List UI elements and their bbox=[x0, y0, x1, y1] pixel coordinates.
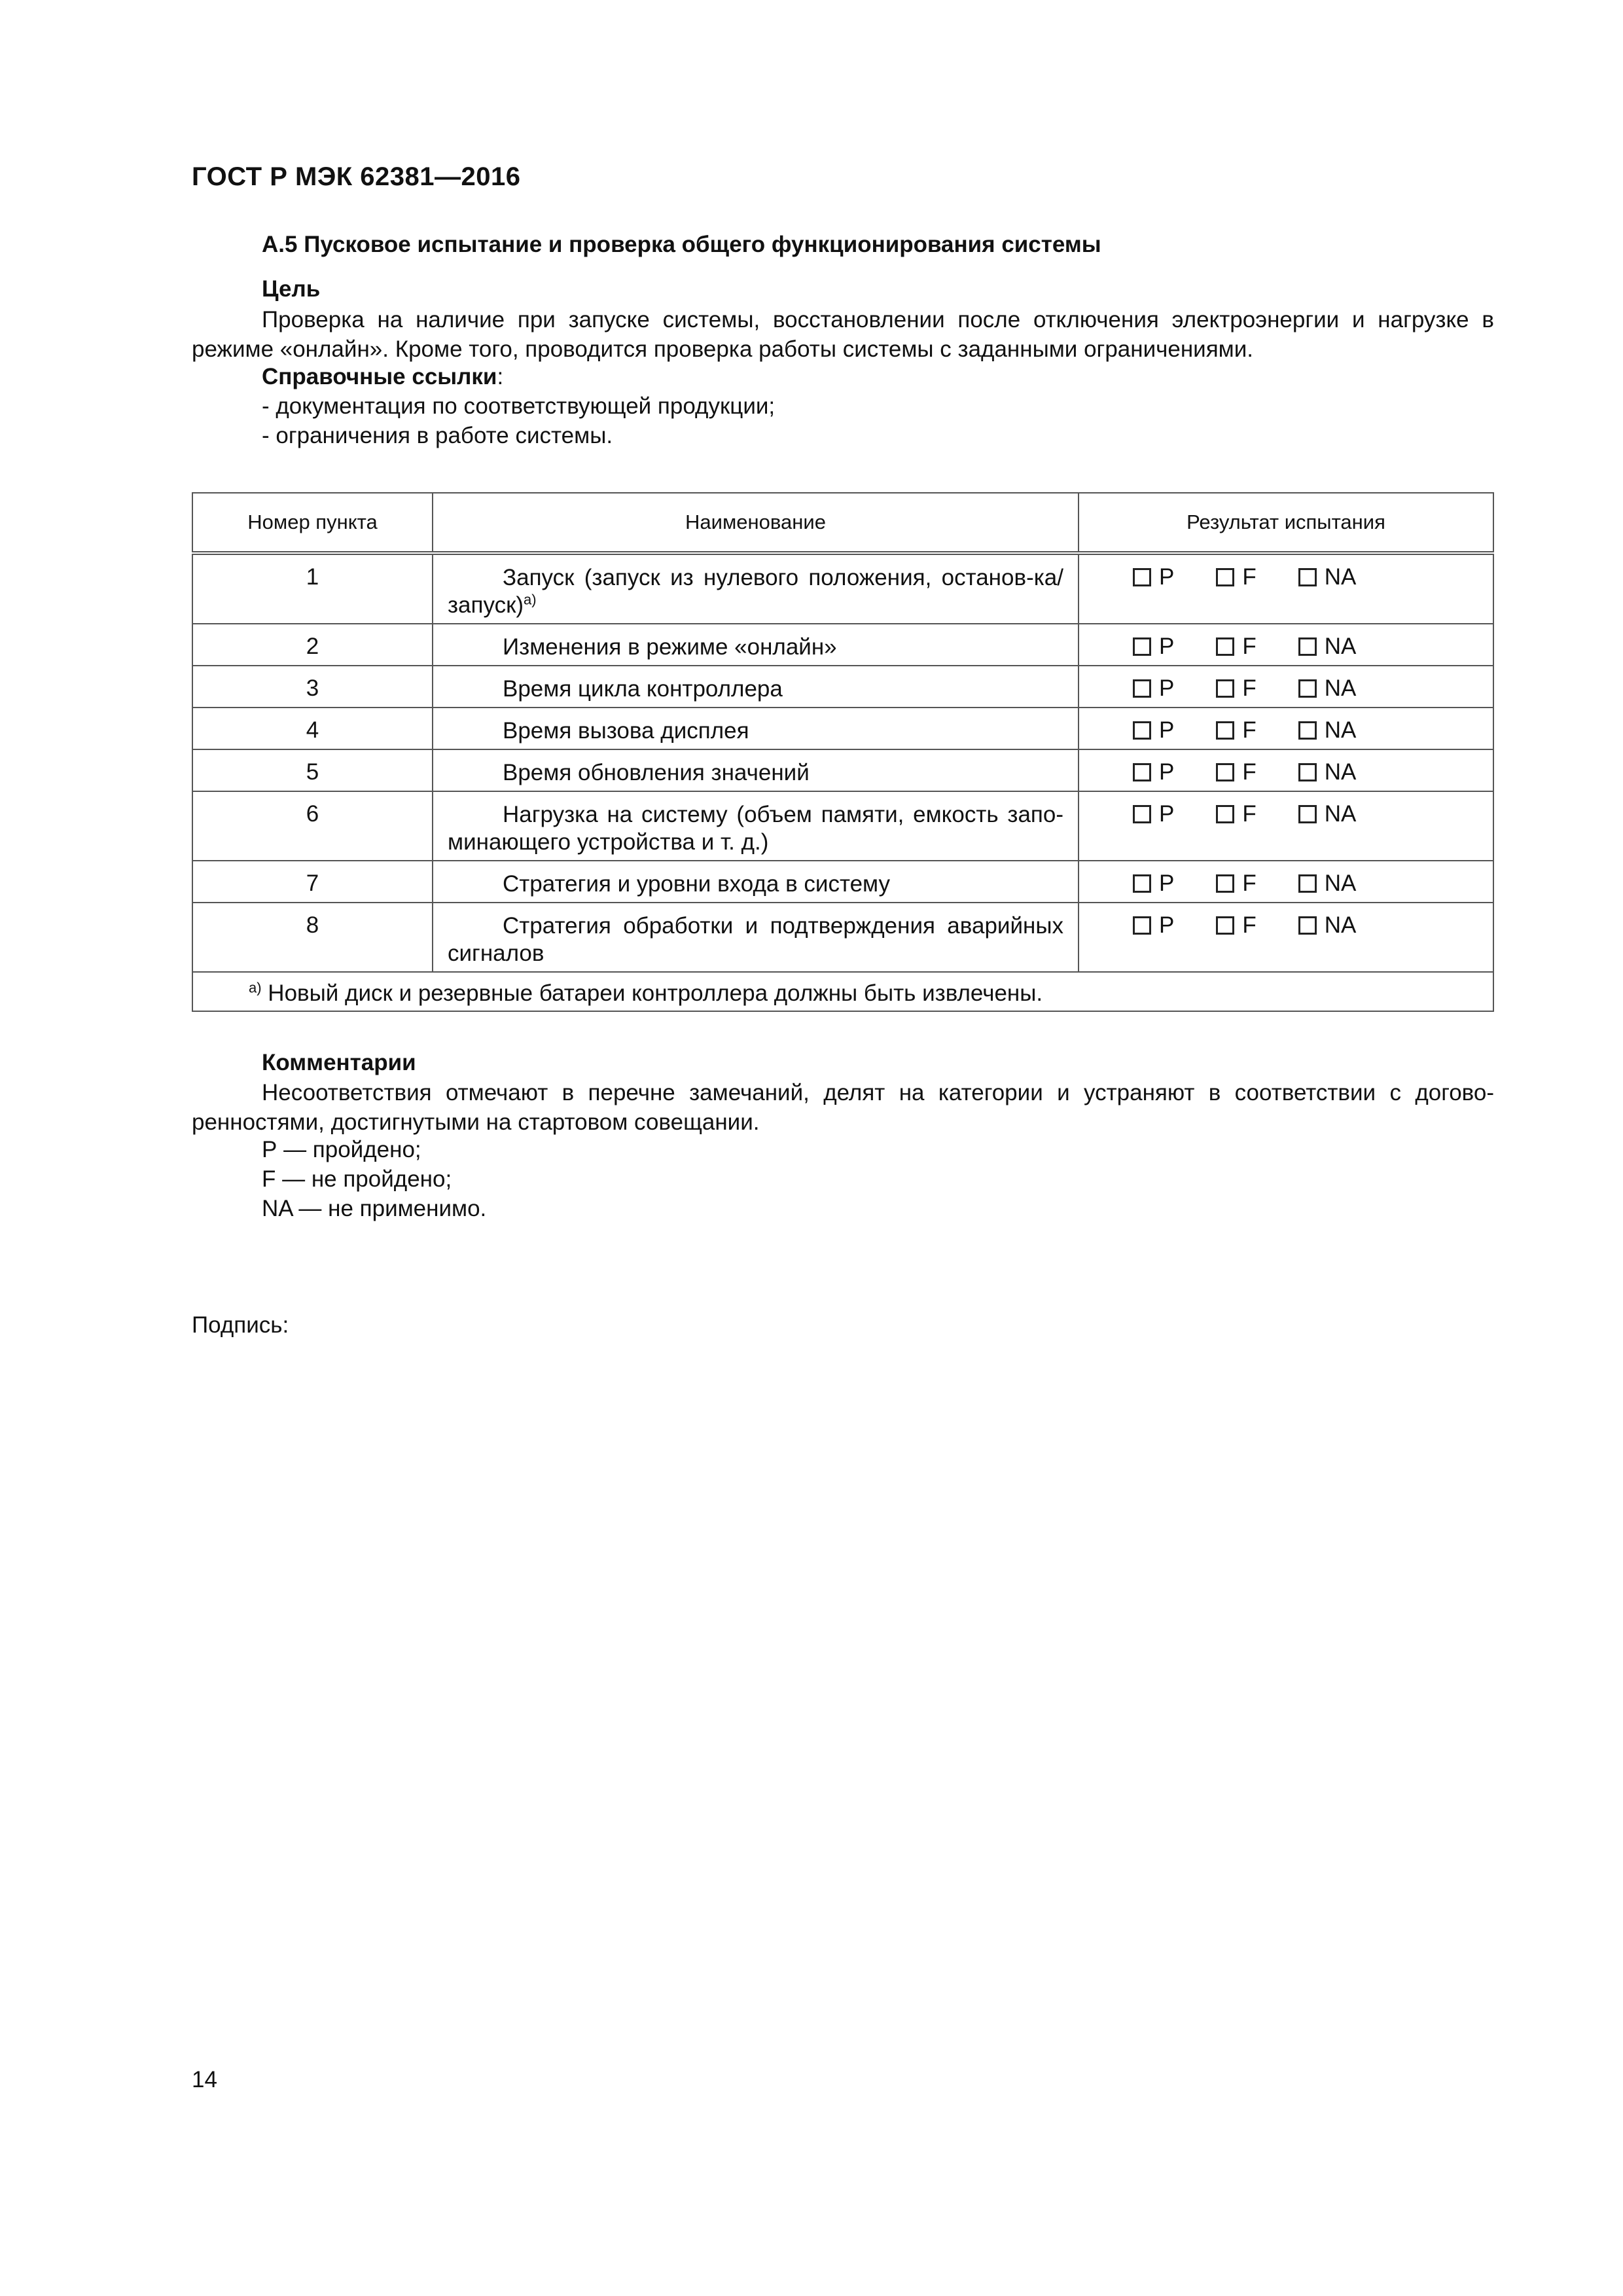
item-name-text: Время цикла контроллера bbox=[503, 676, 783, 702]
checkbox-icon[interactable] bbox=[1298, 679, 1317, 698]
page-number: 14 bbox=[192, 2067, 217, 2092]
result-option-p[interactable] bbox=[1133, 801, 1174, 827]
checkbox-icon[interactable] bbox=[1216, 805, 1234, 823]
result-option-p[interactable] bbox=[1133, 759, 1174, 785]
table-row bbox=[192, 553, 1493, 624]
table-footnote-row bbox=[192, 972, 1493, 1011]
goal-heading: Цель bbox=[262, 276, 321, 302]
legend-item-f: F — не пройдено; bbox=[262, 1166, 452, 1192]
checkbox-icon[interactable] bbox=[1298, 874, 1317, 893]
footnote-text: Новый диск и резервные батареи контроллера должны быть извлечены. bbox=[261, 980, 1043, 1006]
result-options bbox=[1079, 749, 1493, 791]
result-options bbox=[1079, 791, 1493, 861]
result-option-na[interactable] bbox=[1298, 870, 1357, 897]
result-option-f[interactable] bbox=[1216, 801, 1256, 827]
header-name: Наименование bbox=[433, 493, 1079, 553]
result-option-p[interactable] bbox=[1133, 634, 1174, 660]
result-option-p[interactable] bbox=[1133, 675, 1174, 702]
result-option-label: NA bbox=[1324, 870, 1357, 896]
table-row bbox=[192, 791, 1493, 861]
result-option-na[interactable] bbox=[1298, 912, 1357, 939]
result-option-label: P bbox=[1159, 717, 1175, 743]
item-name bbox=[433, 624, 1079, 666]
item-number: 7 bbox=[192, 861, 433, 903]
item-name-text: Стратегия обработки и подтверждения аварийных сигналов bbox=[448, 913, 1063, 966]
result-option-f[interactable] bbox=[1216, 634, 1256, 660]
result-option-na[interactable] bbox=[1298, 634, 1357, 660]
checkbox-icon[interactable] bbox=[1298, 637, 1317, 656]
checkbox-icon[interactable] bbox=[1133, 568, 1151, 586]
item-name-text: Стратегия и уровни входа в систему bbox=[503, 871, 891, 897]
table-footnote bbox=[192, 972, 1493, 1011]
checkbox-icon[interactable] bbox=[1298, 568, 1317, 586]
footnote-ref: а) bbox=[524, 591, 537, 608]
result-option-label: NA bbox=[1324, 801, 1357, 827]
item-name-text: Запуск (запуск из нулевого положения, останов-ка/запуск) bbox=[448, 565, 1063, 618]
item-name bbox=[433, 861, 1079, 903]
item-number: 5 bbox=[192, 749, 433, 791]
checkbox-icon[interactable] bbox=[1133, 916, 1151, 935]
result-options bbox=[1079, 624, 1493, 666]
document-code: ГОСТ Р МЭК 62381—2016 bbox=[192, 162, 521, 191]
result-option-label: F bbox=[1242, 912, 1257, 938]
checkbox-icon[interactable] bbox=[1216, 637, 1234, 656]
item-name-text: Время вызова дисплея bbox=[503, 718, 749, 744]
comments-text: Несоответствия отмечают в перечне замечаний, делят на категории и устраняют в соответствии с догово-ренностями, достигнутыми на стартовом совещании. bbox=[192, 1080, 1494, 1135]
reference-item: - ограничения в работе системы. bbox=[262, 423, 613, 448]
checkbox-icon[interactable] bbox=[1298, 721, 1317, 740]
checkbox-icon[interactable] bbox=[1216, 721, 1234, 740]
checkbox-icon[interactable] bbox=[1216, 568, 1234, 586]
checkbox-icon[interactable] bbox=[1133, 805, 1151, 823]
item-name bbox=[433, 553, 1079, 624]
goal-text: Проверка на наличие при запуске системы, восстановлении после отключения электроэнергии и нагрузке в режиме «онлайн». Кроме того, проводится проверка работы системы с заданными ограничениями. bbox=[192, 307, 1494, 362]
result-option-na[interactable] bbox=[1298, 564, 1357, 590]
section-title: А.5 Пусковое испытание и проверка общего функционирования системы bbox=[262, 232, 1101, 257]
result-option-label: NA bbox=[1324, 675, 1357, 701]
item-name-text: Нагрузка на систему (объем памяти, емкость запо-минающего устройства и т. д.) bbox=[448, 802, 1063, 855]
checkbox-icon[interactable] bbox=[1133, 679, 1151, 698]
result-option-label: NA bbox=[1324, 759, 1357, 785]
result-options bbox=[1079, 903, 1493, 972]
reference-item: - документация по соответствующей продукции; bbox=[262, 393, 776, 419]
result-option-label: NA bbox=[1324, 564, 1357, 590]
item-number: 8 bbox=[192, 903, 433, 972]
footnote-mark: а) bbox=[249, 979, 262, 996]
table-row bbox=[192, 861, 1493, 903]
checkbox-icon[interactable] bbox=[1216, 916, 1234, 935]
result-option-label: NA bbox=[1324, 634, 1357, 659]
table-header-row bbox=[192, 493, 1493, 553]
checkbox-icon[interactable] bbox=[1216, 679, 1234, 698]
result-option-f[interactable] bbox=[1216, 564, 1256, 590]
result-option-f[interactable] bbox=[1216, 759, 1256, 785]
signature-label: Подпись: bbox=[192, 1312, 289, 1338]
table-row bbox=[192, 903, 1493, 972]
result-option-label: NA bbox=[1324, 912, 1357, 938]
result-option-na[interactable] bbox=[1298, 801, 1357, 827]
references-heading bbox=[262, 364, 503, 390]
result-option-label: P bbox=[1159, 675, 1175, 701]
checkbox-icon[interactable] bbox=[1298, 916, 1317, 935]
checkbox-icon[interactable] bbox=[1298, 805, 1317, 823]
result-option-label: F bbox=[1242, 675, 1257, 701]
item-name bbox=[433, 791, 1079, 861]
table-row bbox=[192, 708, 1493, 749]
result-options bbox=[1079, 861, 1493, 903]
result-options bbox=[1079, 708, 1493, 749]
table-row bbox=[192, 624, 1493, 666]
checkbox-icon[interactable] bbox=[1216, 763, 1234, 781]
result-option-na[interactable] bbox=[1298, 717, 1357, 744]
item-number: 2 bbox=[192, 624, 433, 666]
references-heading-label: Справочные ссылки bbox=[262, 364, 497, 389]
result-option-label: F bbox=[1242, 717, 1257, 743]
legend-item-na: NA — не применимо. bbox=[262, 1196, 487, 1221]
test-results-table bbox=[192, 492, 1494, 1012]
result-option-f[interactable] bbox=[1216, 675, 1256, 702]
references-heading-colon: : bbox=[497, 364, 504, 389]
item-name-text: Изменения в режиме «онлайн» bbox=[503, 634, 837, 660]
result-option-p[interactable] bbox=[1133, 912, 1174, 939]
result-option-label: NA bbox=[1324, 717, 1357, 743]
result-option-na[interactable] bbox=[1298, 675, 1357, 702]
result-option-label: F bbox=[1242, 564, 1257, 590]
result-option-label: P bbox=[1159, 564, 1175, 590]
result-option-f[interactable] bbox=[1216, 912, 1256, 939]
checkbox-icon[interactable] bbox=[1133, 763, 1151, 781]
result-options bbox=[1079, 666, 1493, 708]
checkbox-icon[interactable] bbox=[1133, 637, 1151, 656]
result-option-label: F bbox=[1242, 759, 1257, 785]
comments-heading: Комментарии bbox=[262, 1050, 416, 1075]
result-options bbox=[1079, 553, 1493, 624]
result-option-p[interactable] bbox=[1133, 717, 1174, 744]
result-option-p[interactable] bbox=[1133, 564, 1174, 590]
item-number: 4 bbox=[192, 708, 433, 749]
checkbox-icon[interactable] bbox=[1216, 874, 1234, 893]
item-number: 6 bbox=[192, 791, 433, 861]
result-option-na[interactable] bbox=[1298, 759, 1357, 785]
result-option-label: P bbox=[1159, 912, 1175, 938]
result-option-f[interactable] bbox=[1216, 717, 1256, 744]
result-option-label: P bbox=[1159, 801, 1175, 827]
table-row bbox=[192, 666, 1493, 708]
item-number: 3 bbox=[192, 666, 433, 708]
legend-item-p: Р — пройдено; bbox=[262, 1137, 421, 1162]
table-row bbox=[192, 749, 1493, 791]
result-option-label: P bbox=[1159, 634, 1175, 659]
item-name bbox=[433, 749, 1079, 791]
checkbox-icon[interactable] bbox=[1298, 763, 1317, 781]
item-number: 1 bbox=[192, 553, 433, 624]
item-name bbox=[433, 708, 1079, 749]
header-test-result: Результат испытания bbox=[1079, 493, 1493, 553]
checkbox-icon[interactable] bbox=[1133, 874, 1151, 893]
result-option-f[interactable] bbox=[1216, 870, 1256, 897]
result-option-label: P bbox=[1159, 759, 1175, 785]
item-name-text: Время обновления значений bbox=[503, 760, 810, 785]
checkbox-icon[interactable] bbox=[1133, 721, 1151, 740]
result-option-label: P bbox=[1159, 870, 1175, 896]
header-item-number: Номер пункта bbox=[192, 493, 433, 553]
item-name bbox=[433, 903, 1079, 972]
result-option-label: F bbox=[1242, 870, 1257, 896]
result-option-p[interactable] bbox=[1133, 870, 1174, 897]
result-option-label: F bbox=[1242, 634, 1257, 659]
result-option-label: F bbox=[1242, 801, 1257, 827]
item-name bbox=[433, 666, 1079, 708]
